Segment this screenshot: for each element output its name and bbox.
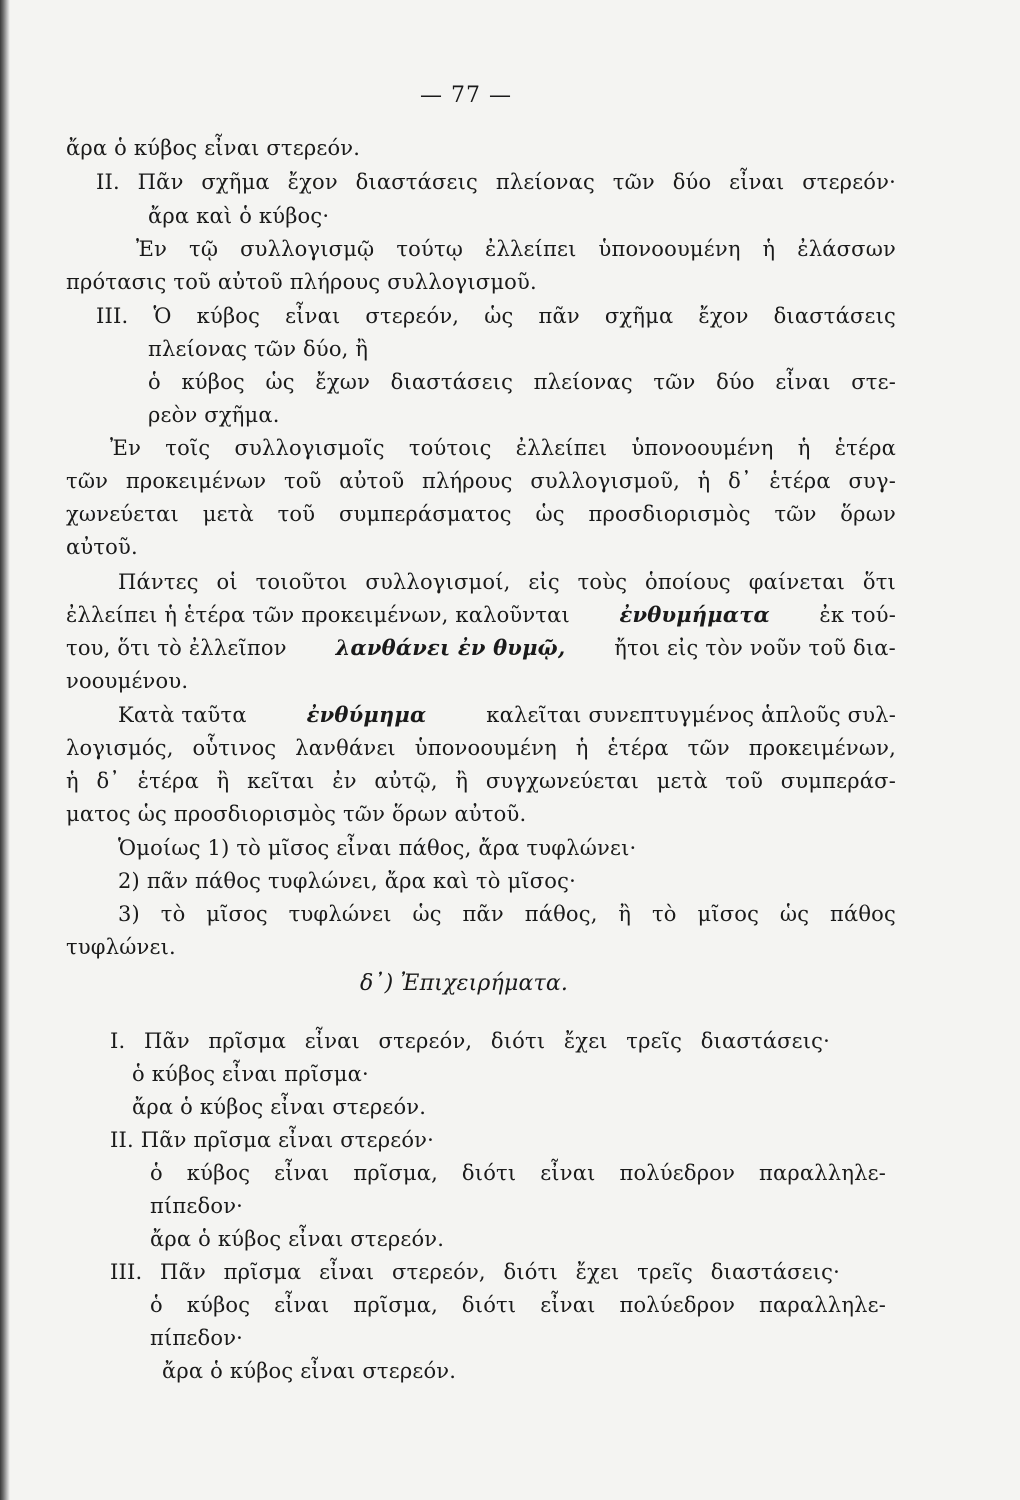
text-line: Ἐν τοῖς συλλογισμοῖς τούτοις ἐλλείπει ὑπονοουμένη ἡ ἑτέρα [110,436,896,460]
text-line: ἄρα ὁ κύβος εἶναι στερεόν. [132,1095,427,1119]
text-run: καλεῖται συνεπτυγμένος ἁπλοῦς συλ- [486,703,896,727]
text-line: τυφλώνει. [66,935,176,959]
text-line: τῶν προκειμένων τοῦ αὐτοῦ πλήρους συλλογισμοῦ, ἡ δ᾽ ἑτέρα συγ- [66,469,896,493]
text-line: ὁ κύβος εἶναι πρῖσμα, διότι εἶναι πολύεδρον παραλληλε- [150,1161,886,1185]
text-line [66,634,896,662]
emphasis-term: ἐνθύμημα [306,702,427,727]
section-heading: δ᾽) Ἐπιχειρήματα. [360,971,569,996]
text-line: II. Πᾶν πρῖσμα εἶναι στερεόν· [110,1128,435,1152]
text-line: ρεὸν σχῆμα. [148,403,280,427]
emphasis-term: λανθάνει ἐν θυμῷ, [335,635,566,660]
text-line: πρότασις τοῦ αὐτοῦ πλήρους συλλογισμοῦ. [66,270,537,294]
page-binding-edge [0,0,10,1500]
text-run: ἤτοι εἰς τὸν νοῦν τοῦ δια- [614,636,896,660]
text-line [66,601,896,629]
text-line: ὁ κύβος ὡς ἔχων διαστάσεις πλείονας τῶν δύο εἶναι στε- [148,370,896,394]
text-run: ἐκ τού- [819,603,896,627]
text-run: ἐλλείπει ἡ ἑτέρα τῶν προκειμένων, καλοῦνται [66,603,570,627]
text-run: Κατὰ ταῦτα [118,703,247,727]
text-line: III. Πᾶν πρῖσμα εἶναι στερεόν, διότι ἔχει τρεῖς διαστάσεις· [110,1260,840,1284]
text-line: 3) τὸ μῖσος τυφλώνει ὡς πᾶν πάθος, ἢ τὸ μῖσος ὡς πάθος [118,902,896,926]
text-line: πίπεδον· [150,1326,244,1350]
text-line: αὐτοῦ. [66,535,138,559]
text-line: ἄρα καὶ ὁ κύβος· [148,204,330,228]
text-line: λογισμός, οὗτινος λανθάνει ὑπονοουμένη ἡ ἑτέρα τῶν προκειμένων, [66,736,896,760]
text-run: του, ὅτι τὸ ἐλλεῖπον [66,636,287,660]
text-line: χωνεύεται μετὰ τοῦ συμπεράσματος ὡς προσδιορισμὸς τῶν ὅρων [66,502,896,526]
text-line: Πάντες οἱ τοιοῦτοι συλλογισμοί, εἰς τοὺς ὁποίους φαίνεται ὅτι [118,570,896,594]
text-line: Ἐν τῷ συλλογισμῷ τούτῳ ἐλλείπει ὑπονοουμένη ἡ ἐλάσσων [136,237,896,261]
text-line: ἄρα ὁ κύβος εἶναι στερεόν. [66,136,361,160]
text-line: ἡ δ᾽ ἑτέρα ἢ κεῖται ἐν αὐτῷ, ἢ συγχωνεύεται μετὰ τοῦ συμπεράσ- [66,769,896,793]
text-line: 2) πᾶν πάθος τυφλώνει, ἄρα καὶ τὸ μῖσος· [118,869,576,893]
text-line: ματος ὡς προσδιορισμὸς τῶν ὅρων αὐτοῦ. [66,802,527,826]
text-line: II. Πᾶν σχῆμα ἔχον διαστάσεις πλείονας τῶν δύο εἶναι στερεόν· [96,170,896,194]
emphasis-term: ἐνθυμήματα [619,602,770,627]
text-line: ὁ κύβος εἶναι πρῖσμα· [132,1062,369,1086]
text-line: Ὁμοίως 1) τὸ μῖσος εἶναι πάθος, ἄρα τυφλώνει· [118,836,637,860]
text-line: πίπεδον· [150,1194,244,1218]
text-line: III. Ὁ κύβος εἶναι στερεόν, ὡς πᾶν σχῆμα ἔχον διαστάσεις [96,304,896,328]
text-line: I. Πᾶν πρῖσμα εἶναι στερεόν, διότι ἔχει τρεῖς διαστάσεις· [110,1029,830,1053]
text-line: ἄρα ὁ κύβος εἶναι στερεόν. [150,1227,445,1251]
text-line [118,701,896,729]
text-line: ὁ κύβος εἶναι πρῖσμα, διότι εἶναι πολύεδρον παραλληλε- [150,1293,886,1317]
page-number: — 77 — [420,83,512,108]
text-line: ἄρα ὁ κύβος εἶναι στερεόν. [162,1359,457,1383]
text-line: νοουμένου. [66,669,189,693]
text-line: πλείονας τῶν δύο, ἢ [148,337,369,361]
